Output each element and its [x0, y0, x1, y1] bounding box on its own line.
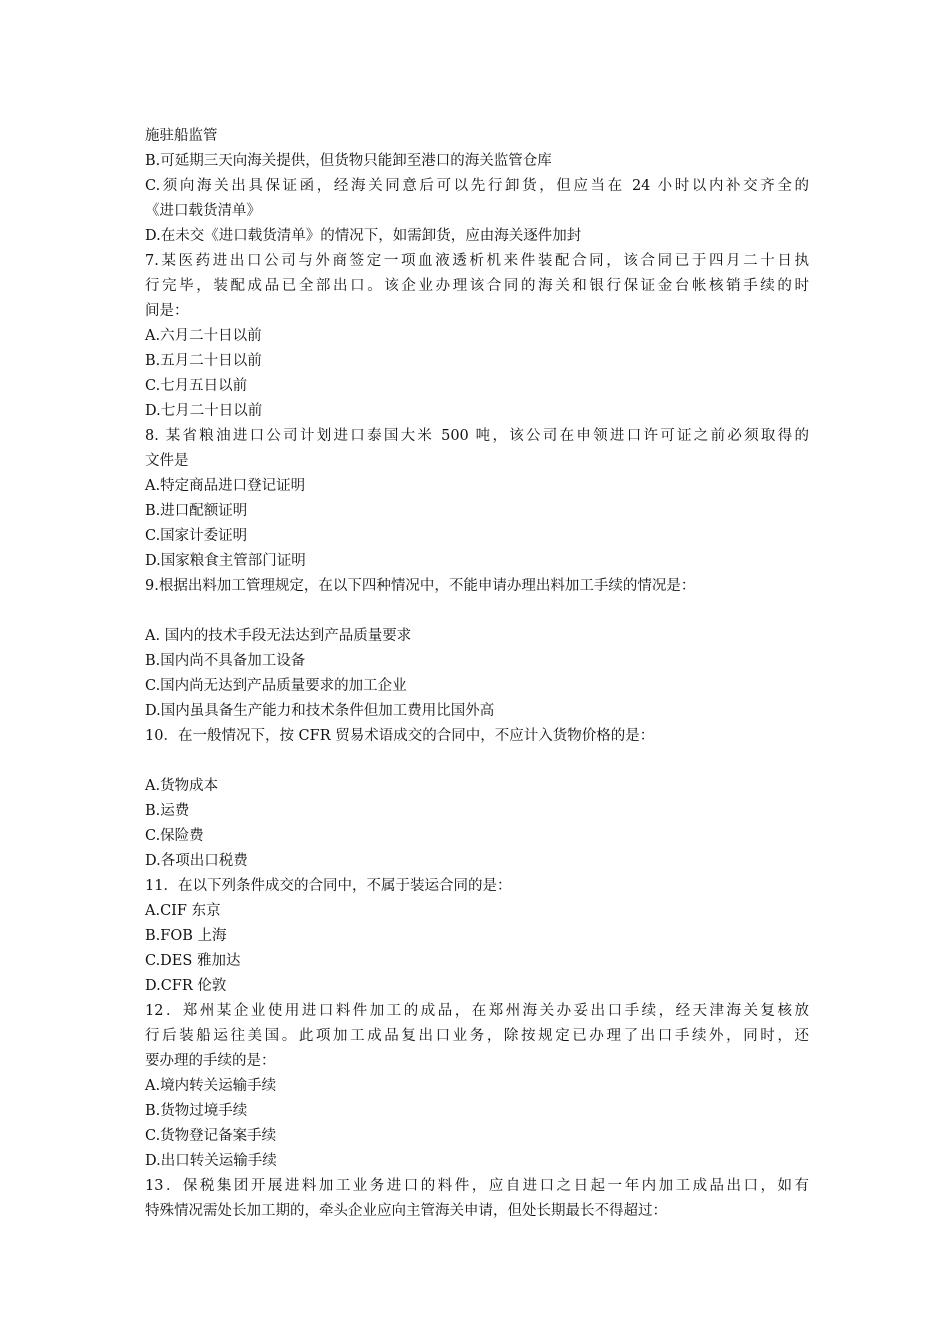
option-b: B.进口配额证明	[145, 503, 248, 519]
question-8-text: 文件是	[145, 453, 189, 469]
option-c: C.保险费	[145, 828, 204, 844]
option-c: C.DES 雅加达	[145, 953, 241, 969]
option-c: C.须向海关出具保证函，经海关同意后可以先行卸货，但应当在 24 小时以内补交齐全的	[145, 178, 809, 194]
text-line: 《进口载货清单》	[145, 203, 261, 219]
option-d: D.在未交《进口载货清单》的情况下，如需卸货，应由海关逐件加封	[145, 228, 582, 244]
option-d: D.各项出口税费	[145, 853, 248, 869]
option-d: D.国内虽具备生产能力和技术条件但加工费用比国外高	[145, 703, 495, 719]
option-a: A.特定商品进口登记证明	[145, 478, 306, 494]
option-c: C.七月五日以前	[145, 378, 248, 394]
blank-line	[145, 749, 809, 774]
option-a: A.货物成本	[145, 778, 219, 794]
question-12-text: 行后装船运往美国。此项加工成品复出口业务，除按规定已办理了出口手续外，同时，还	[145, 1028, 809, 1044]
question-7: 7.某医药进出口公司与外商签定一项血液透析机来件装配合同，该合同已于四月二十日执	[145, 253, 809, 269]
option-d: D.出口转关运输手续	[145, 1153, 277, 1169]
option-d: D.七月二十日以前	[145, 403, 263, 419]
option-b: B.运费	[145, 803, 190, 819]
question-13-text: 特殊情况需处长加工期的，牵头企业应向主管海关申请，但处长期最长不得超过：	[145, 1203, 667, 1219]
option-a: A.CIF 东京	[145, 903, 221, 919]
question-10: 10．在一般情况下，按 CFR 贸易术语成交的合同中，不应计入货物价格的是：	[145, 728, 655, 744]
option-b: B.五月二十日以前	[145, 353, 262, 369]
question-11: 11．在以下列条件成交的合同中，不属于装运合同的是：	[145, 878, 512, 894]
option-a: A.境内转关运输手续	[145, 1078, 277, 1094]
question-12: 12．郑州某企业使用进口料件加工的成品，在郑州海关办妥出口手续，经天津海关复核放	[145, 1003, 809, 1019]
question-12-text: 要办理的手续的是：	[145, 1053, 276, 1069]
option-b: B.可延期三天向海关提供，但货物只能卸至港口的海关监管仓库	[145, 153, 552, 169]
option-c: C.国内尚无达到产品质量要求的加工企业	[145, 678, 407, 694]
document-body	[145, 124, 809, 1224]
question-7-text: 间是：	[145, 303, 189, 319]
question-8: 8. 某省粮油进口公司计划进口泰国大米 500 吨，该公司在申领进口许可证之前必须取得的	[145, 428, 809, 444]
question-7-text: 行完毕，装配成品已全部出口。该企业办理该合同的海关和银行保证金台帐核销手续的时	[145, 278, 809, 294]
blank-line	[145, 599, 809, 624]
option-b: B.FOB 上海	[145, 928, 227, 944]
option-a: A. 国内的技术手段无法达到产品质量要求	[145, 628, 412, 644]
question-9: 9.根据出料加工管理规定，在以下四种情况中，不能申请办理出料加工手续的情况是：	[145, 578, 696, 594]
option-b: B.货物过境手续	[145, 1103, 248, 1119]
option-d: D.CFR 伦敦	[145, 978, 227, 994]
text-line: 施驻船监管	[145, 128, 218, 144]
option-b: B.国内尚不具备加工设备	[145, 653, 306, 669]
option-c: C.货物登记备案手续	[145, 1128, 277, 1144]
option-d: D.国家粮食主管部门证明	[145, 553, 306, 569]
option-c: C.国家计委证明	[145, 528, 248, 544]
question-13: 13．保税集团开展进料加工业务进口的料件，应自进口之日起一年内加工成品出口，如有	[145, 1178, 809, 1194]
option-a: A.六月二十日以前	[145, 328, 262, 344]
